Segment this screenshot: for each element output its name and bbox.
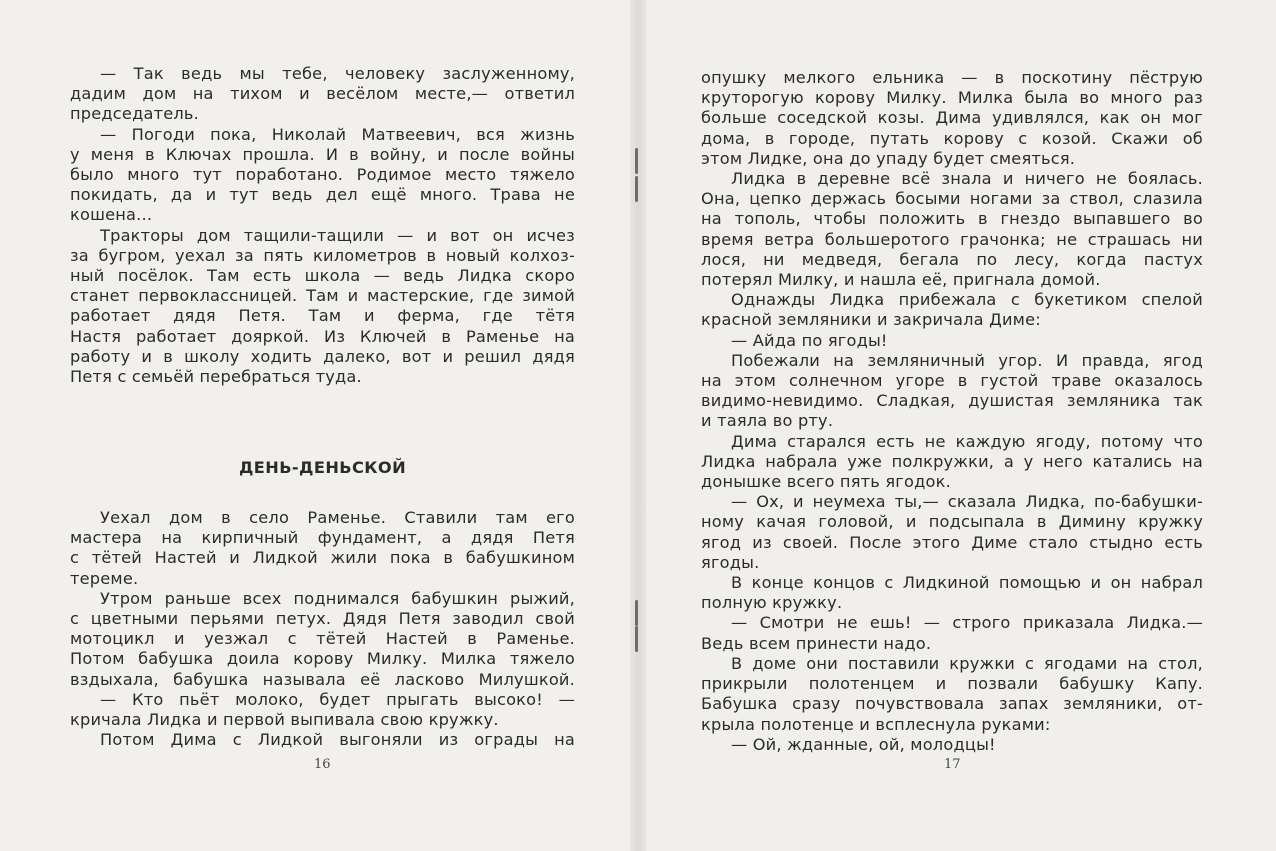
text-line: полную кружку.: [701, 593, 843, 613]
page-number-left: 16: [314, 757, 331, 772]
text-line: мотоцикл и уезжал с тётей Настей в Раменье.: [70, 629, 575, 649]
text-line: — Айда по ягоды!: [731, 330, 888, 350]
text-line: на тополь, чтобы положить в гнездо выпавшего во: [701, 209, 1203, 229]
text-line: Уехал дом в село Раменье. Ставили там его: [100, 508, 575, 527]
text-line: с тётей Настей и Лидкой жили пока в бабушкином: [70, 548, 575, 568]
text-line: Тракторы дом тащили-тащили — и вот он исчез: [100, 225, 575, 245]
text-line: Утром раньше всех поднимался бабушкин рыжий,: [100, 588, 575, 608]
text-line: Лидка набрала уже полкружки, а у него катались на: [701, 451, 1203, 471]
text-line: Лидка в деревне всё знала и ничего не боялась.: [731, 169, 1203, 189]
text-line: В доме они поставили кружки с ягодами на стол,: [731, 653, 1203, 673]
text-line: ягоды.: [701, 552, 760, 572]
text-line: мастера на кирпичный фундамент, а дядя Петя: [70, 528, 575, 548]
text-line: опушку мелкого ельника — в поскотину пёструю: [701, 68, 1203, 87]
text-line: у меня в Ключах прошла. И в войну, и после войны: [70, 144, 575, 164]
left-top-text: [70, 64, 575, 387]
text-line: ному качая головой, и подсыпала в Димину кружку: [701, 512, 1203, 532]
text-line: Настя работает дояркой. Из Ключей в Раменье на: [70, 326, 575, 346]
text-line: Ведь всем принести надо.: [701, 633, 932, 653]
text-line: видимо-невидимо. Сладкая, душистая земляника так: [701, 391, 1203, 411]
text-line: работу и в школу ходить далеко, вот и решил дядя: [70, 346, 575, 366]
text-line: Бабушка сразу почувствовала запах земляники, от-: [701, 694, 1203, 714]
right-text: [701, 68, 1203, 755]
page-number-right: 17: [944, 757, 961, 772]
text-line: кошена...: [70, 205, 153, 225]
text-line: лося, ни медведя, бегала по лесу, когда пастух: [701, 249, 1203, 269]
text-line: — Смотри не ешь! — строго приказала Лидка.—: [731, 613, 1203, 633]
text-line: Потом Дима с Лидкой выгоняли из ограды на: [100, 730, 575, 750]
text-line: потерял Милку, и нашла её, пригнала домой.: [701, 270, 1101, 290]
text-line: — Ой, жданные, ой, молодцы!: [731, 734, 996, 754]
staple-icon: [635, 626, 638, 652]
text-line: председатель.: [70, 104, 200, 124]
text-line: на этом солнечном угоре в густой траве оказалось: [701, 371, 1203, 391]
text-line: и таяла во рту.: [701, 411, 834, 431]
text-line: тереме.: [70, 568, 139, 588]
chapter-title: ДЕНЬ-ДЕНЬСКОЙ: [238, 458, 407, 477]
text-line: вздыхала, бабушка называла её ласково Милушкой.: [70, 669, 575, 689]
text-line: донышке всего пять ягодок.: [701, 472, 951, 492]
text-line: Потом бабушка доила корову Милку. Милка тяжело: [70, 649, 575, 669]
text-line: станет первоклассницей. Там и мастерские, где зимой: [70, 286, 575, 306]
left-bottom-text: [70, 508, 575, 750]
text-line: покидать, да и тут ведь дел ещё много. Трава не: [70, 185, 575, 205]
text-line: Петя с семьёй перебраться туда.: [70, 367, 362, 387]
text-line: кричала Лидка и первой выпивала свою кружку.: [70, 710, 499, 730]
text-line: за бугром, уехал за пять километров в новый колхоз-: [70, 245, 575, 265]
text-line: было много тут поработано. Родимое место тяжело: [70, 165, 575, 185]
text-line: больше соседской козы. Дима удивлялся, как он мог: [701, 108, 1203, 128]
text-line: дадим дом на тихом и весёлом месте,— ответил: [70, 84, 575, 104]
text-line: время ветра большеротого грачонка; не страшась ни: [701, 229, 1203, 249]
text-line: В конце концов с Лидкиной помощью и он набрал: [731, 573, 1203, 593]
text-line: ягод из своей. После этого Диме стало стыдно есть: [701, 532, 1203, 552]
text-line: — Ох, и неумеха ты,— сказала Лидка, по-бабушки-: [731, 492, 1203, 512]
text-line: Дима старался есть не каждую ягоду, потому что: [731, 431, 1203, 451]
staple-icon: [635, 600, 638, 626]
text-line: ный посёлок. Там есть школа — ведь Лидка скоро: [70, 266, 575, 286]
text-line: красной земляники и закричала Диме:: [701, 310, 1041, 330]
text-line: этом Лидке, она до упаду будет смеяться.: [701, 148, 1076, 168]
text-line: Однажды Лидка прибежала с букетиком спелой: [731, 290, 1203, 310]
text-line: с цветными перьями петух. Дядя Петя заводил свой: [70, 609, 575, 629]
text-line: Побежали на земляничный угор. И правда, ягод: [731, 350, 1203, 370]
text-line: работает дядя Петя. Там и ферма, где тётя: [70, 306, 575, 326]
text-line: крыла полотенце и всплеснула руками:: [701, 714, 1051, 734]
text-line: Она, цепко держась босыми ногами за ствол, слазила: [701, 189, 1203, 209]
text-line: — Погоди пока, Николай Матвеевич, вся жизнь: [100, 124, 575, 144]
text-line: — Кто пьёт молоко, будет прыгать высоко! —: [100, 689, 575, 709]
text-line: дома, в городе, путать корову с козой. Скажи об: [701, 128, 1203, 148]
text-line: круторогую корову Милку. Милка была во много раз: [701, 88, 1203, 108]
staple-icon: [635, 148, 638, 174]
text-line: прикрыли полотенцем и позвали бабушку Капу.: [701, 674, 1203, 694]
book-spine: [630, 0, 646, 851]
text-line: — Так ведь мы тебе, человеку заслуженному,: [100, 64, 575, 83]
staple-icon: [635, 176, 638, 202]
